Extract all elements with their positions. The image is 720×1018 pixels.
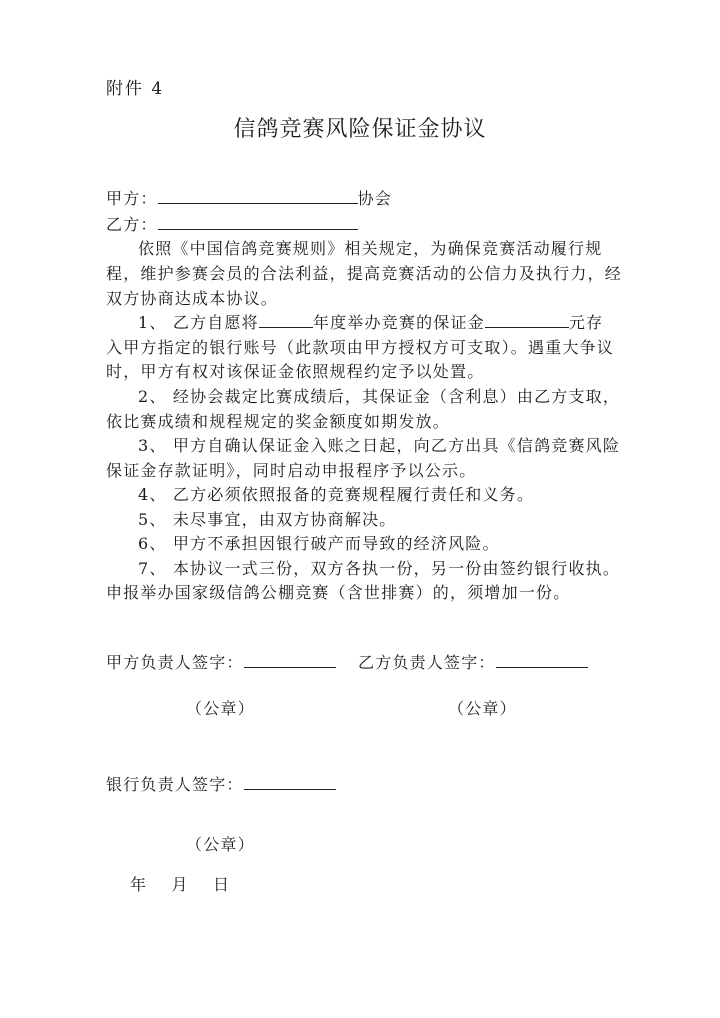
- clause-5: 5、 未尽事宜，由双方协商解决。: [138, 510, 397, 529]
- clause-3-line-2: 保证金存款证明》，同时启动申报程序予以公示。: [106, 461, 477, 480]
- bank-signature-blank: [244, 775, 336, 790]
- party-b-blank: [158, 215, 358, 230]
- bank-signature-line: [106, 772, 336, 795]
- bank-seal: （公章）: [186, 835, 255, 854]
- intro-line-2: 程，维护参赛会员的合法利益，提高竞赛活动的公信力及执行力，经: [106, 264, 623, 283]
- clause-3-line-1: 3、 甲方自确认保证金入账之日起，向乙方出具《信鸽竞赛风险: [138, 436, 621, 455]
- intro-line-3: 双方协商达成本协议。: [106, 289, 279, 308]
- party-b-seal: （公章）: [448, 699, 517, 718]
- party-b-signature-blank: [496, 653, 588, 668]
- party-a-label: 甲方：: [106, 189, 158, 208]
- signing-date: 年 月 日: [130, 875, 231, 894]
- party-b-signature-line: [358, 650, 588, 673]
- clause-1-text-c: 元存: [568, 313, 604, 332]
- party-b-label: 乙方：: [106, 215, 158, 234]
- document-title: 信鸽竞赛风险保证金协议: [233, 117, 487, 142]
- party-a-blank: [158, 189, 358, 204]
- party-b-signature-label: 乙方负责人签字：: [358, 653, 496, 672]
- party-a-seal: （公章）: [186, 699, 255, 718]
- party-a-signature-blank: [244, 653, 336, 668]
- party-b-line: [106, 212, 358, 235]
- clause-2-line-2: 依比赛成绩和规程规定的奖金额度如期发放。: [106, 412, 451, 431]
- clause-2-line-1: 2、 经协会裁定比赛成绩后，其保证金（含利息）由乙方支取，: [138, 387, 621, 406]
- year-blank: [259, 313, 313, 328]
- attachment-number: 附件 4: [106, 79, 165, 99]
- clause-1-text-b: 年度举办竞赛的保证金: [312, 313, 485, 332]
- party-a-signature-label: 甲方负责人签字：: [106, 653, 244, 672]
- clause-1-line-3: 时，甲方有权对该保证金依照规程约定予以处置。: [106, 362, 485, 381]
- clause-1-text-a: 1、 乙方自愿将: [138, 313, 259, 332]
- clause-7-line-2: 申报举办国家级信鸽公棚竞赛（含世排赛）的，须增加一份。: [106, 583, 571, 602]
- intro-line-1: 依照《中国信鸽竞赛规则》相关规定，为确保竞赛活动履行规: [138, 239, 603, 258]
- bank-signature-label: 银行负责人签字：: [106, 775, 244, 794]
- amount-blank: [485, 313, 569, 328]
- clause-4: 4、 乙方必须依照报备的竞赛规程履行责任和义务。: [138, 485, 535, 504]
- party-a-signature-line: [106, 650, 336, 673]
- clause-1-line-1: [138, 310, 603, 333]
- clause-7-line-1: 7、 本协议一式三份，双方各执一份，另一份由签约银行收执。: [138, 559, 621, 578]
- clause-1-line-2: 入甲方指定的银行账号（此款项由甲方授权方可支取）。遇重大争议: [106, 338, 615, 357]
- party-a-line: [106, 186, 392, 209]
- party-a-suffix: 协会: [357, 189, 393, 208]
- clause-6: 6、 甲方不承担因银行破产而导致的经济风险。: [138, 534, 500, 553]
